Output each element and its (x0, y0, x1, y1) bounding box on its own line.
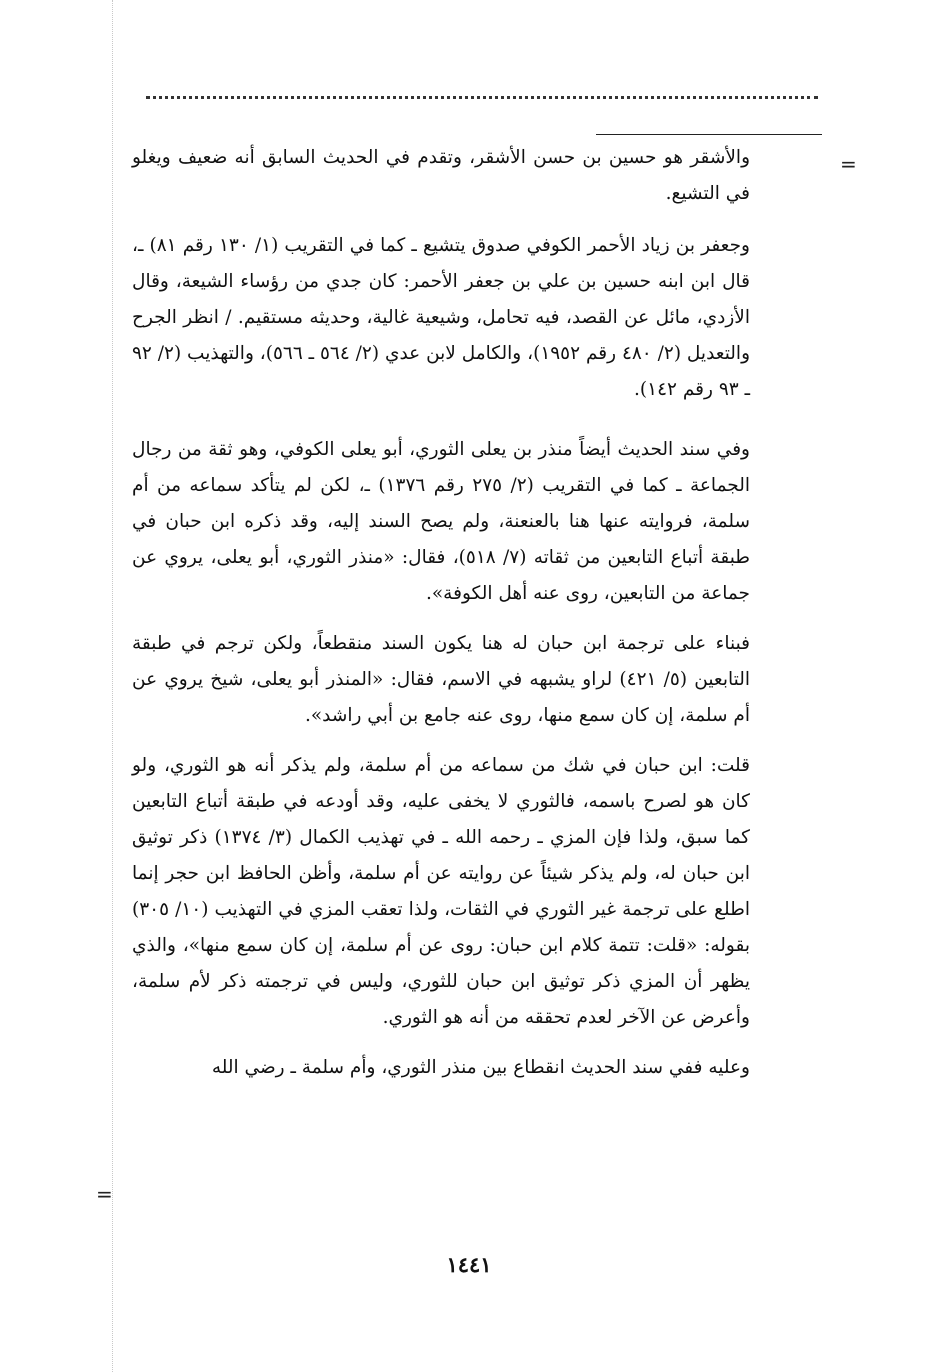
page-edge-line (112, 0, 113, 1372)
paragraph-ashqar: والأشقر هو حسين بن حسن الأشقر، وتقدم في الحديث السابق أنه ضعيف ويغلو في التشيع. (132, 147, 750, 204)
footnote-text-block (132, 140, 750, 1100)
continuation-mark-bottom: = (96, 1182, 113, 1206)
paragraph-jafar-ahmar: وجعفر بن زياد الأحمر الكوفي صدوق يتشيع ـ كما في التقريب (١/ ١٣٠ رقم ٨١) ـ، قال ابن ابنه حسين بن علي بن جعفر الأحمر: كان جدي من رؤساء الشيعة، وقال الأزدي، مائل عن القصد، فيه تحامل، وشيعية غالية، وحديثه مستقيم. / انظر الجرح والتعديل (٢/ ٤٨٠ رقم ١٩٥٢)، والكامل لابن عدي (٢/ ٥٦٤ ـ ٥٦٦)، والتهذيب (٢/ ٩٢ ـ ٩٣ رقم ١٤٢). (132, 235, 751, 400)
page-number: ١٤٤١ (446, 1252, 492, 1277)
paragraph-qultu: قلت: ابن حبان في شك من سماعه من أم سلمة، ولم يذكر أنه هو الثوري، ولو كان هو لصرح باسمه، فالثوري لا يخفى عليه، وقد أودعه في طبقة أتباع التابعين كما سبق، ولذا فإن المزي ـ رحمه الله ـ في تهذيب الكمال (٣/ ١٣٧٤) ذكر توثيق ابن حبان له، ولم يذكر شيئاً عن روايته عن أم سلمة، وأظن الحافظ ابن حجر إنما اطلع على ترجمة غير الثوري في الثقات، ولذا تعقب المزي في التهذيب (١٠/ ٣٠٥) بقوله: «قلت: تتمة كلام ابن حبان: روى عن أم سلمة، إن كان سمع منها»، والذي يظهر أن المزي ذكر توثيق ابن حبان للثوري، وليس في ترجمته ذكر لأم سلمة، وأعرض عن الآخر لعدم تحققه من أنه هو الثوري. (132, 755, 750, 1028)
paragraph-mundhir-thawri: وفي سند الحديث أيضاً منذر بن يعلى الثوري، أبو يعلى الكوفي، وهو ثقة من رجال الجماعة ـ كما في التقريب (٢/ ٢٧٥ رقم ١٣٧٦) ـ، لكن لم يتأكد سماعه من أم سلمة، فروايته عنها هنا بالعنعنة، ولم يصح السند إليه، وقد ذكره ابن حبان في طبقة أتباع التابعين من ثقاته (٧/ ٥١٨)، فقال: «منذر الثوري، أبو يعلى، يروي عن جماعة من التابعين، روى عنه أهل الكوفة». (132, 439, 750, 604)
footnote-rule (596, 134, 822, 135)
continuation-mark-top: = (840, 152, 857, 176)
paragraph-conclusion: وعليه ففي سند الحديث انقطاع بين منذر الثوري، وأم سلمة ـ رضي الله (211, 1057, 750, 1078)
paragraph-ibn-hibban-tarjama: فبناء على ترجمة ابن حبان له هنا يكون السند منقطعاً، ولكن ترجم في طبقة التابعين (٥/ ٤٢١) لراو يشبهه في الاسم، فقال: «المنذر أبو يعلى، شيخ يروي عن أم سلمة، إن كان سمع منها، روى عنه جامع بن أبي راشد». (132, 633, 750, 726)
dotted-separator (146, 96, 818, 99)
